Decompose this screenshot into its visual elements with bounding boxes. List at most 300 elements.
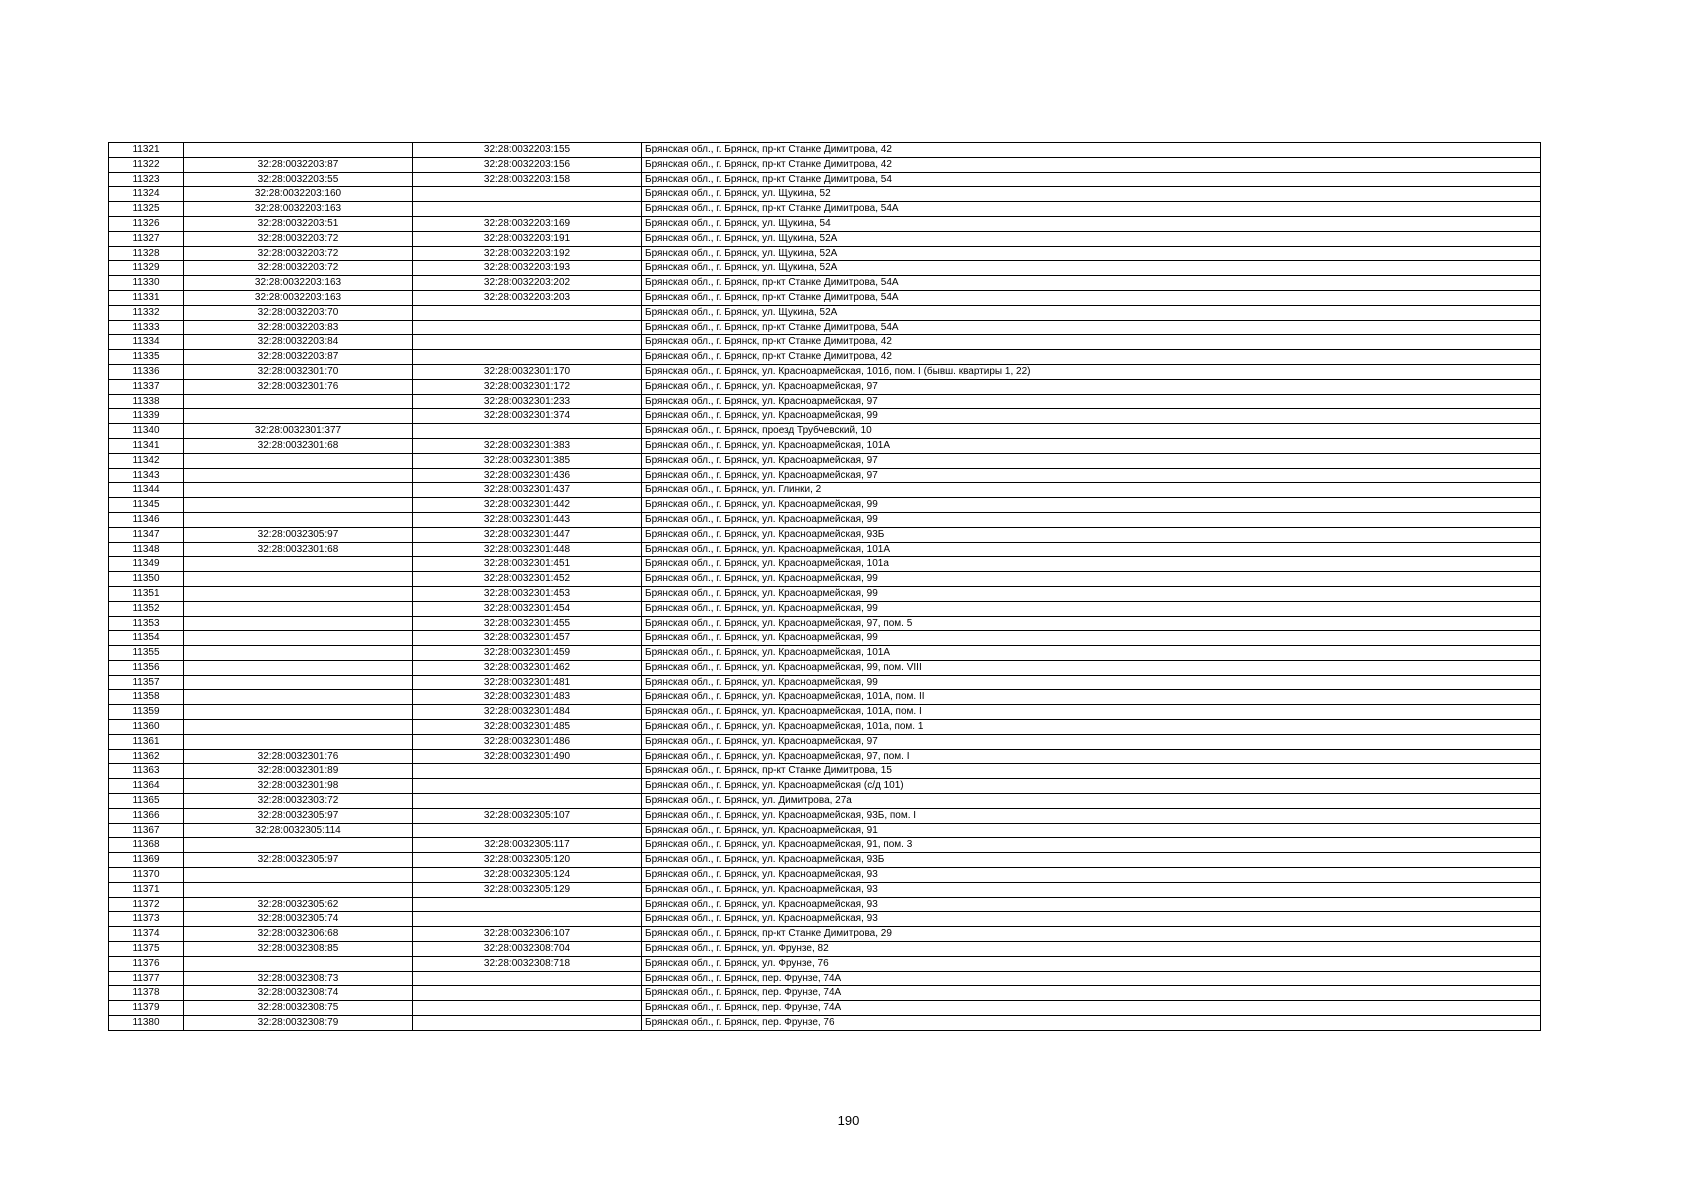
table-row <box>109 853 1541 868</box>
address-cell: Брянская обл., г. Брянск, пер. Фрунзе, 74А <box>642 1001 1541 1016</box>
table-row <box>109 143 1541 158</box>
address-cell: Брянская обл., г. Брянск, пр-кт Станке Димитрова, 54А <box>642 290 1541 305</box>
row-number-cell: 11331 <box>109 290 184 305</box>
address-cell: Брянская обл., г. Брянск, пр-кт Станке Димитрова, 54А <box>642 320 1541 335</box>
table-row <box>109 720 1541 735</box>
cadastral-number-cell <box>184 734 413 749</box>
object-cadastral-number-cell: 32:28:0032301:436 <box>413 468 642 483</box>
row-number-cell: 11380 <box>109 1016 184 1031</box>
cadastral-number-cell: 32:28:0032203:160 <box>184 187 413 202</box>
object-cadastral-number-cell: 32:28:0032301:490 <box>413 749 642 764</box>
object-cadastral-number-cell: 32:28:0032308:718 <box>413 956 642 971</box>
row-number-cell: 11333 <box>109 320 184 335</box>
cadastral-number-cell: 32:28:0032203:72 <box>184 246 413 261</box>
object-cadastral-number-cell: 32:28:0032203:192 <box>413 246 642 261</box>
cadastral-number-cell <box>184 586 413 601</box>
row-number-cell: 11360 <box>109 720 184 735</box>
object-cadastral-number-cell <box>413 764 642 779</box>
address-cell: Брянская обл., г. Брянск, ул. Красноармейская, 93Б <box>642 527 1541 542</box>
table-row <box>109 483 1541 498</box>
row-number-cell: 11361 <box>109 734 184 749</box>
address-cell: Брянская обл., г. Брянск, ул. Красноармейская, 101А, пом. I <box>642 705 1541 720</box>
address-cell: Брянская обл., г. Брянск, ул. Щукина, 52А <box>642 305 1541 320</box>
object-cadastral-number-cell: 32:28:0032301:454 <box>413 601 642 616</box>
object-cadastral-number-cell <box>413 1001 642 1016</box>
row-number-cell: 11357 <box>109 675 184 690</box>
table-row <box>109 557 1541 572</box>
object-cadastral-number-cell: 32:28:0032301:170 <box>413 364 642 379</box>
object-cadastral-number-cell <box>413 794 642 809</box>
address-cell: Брянская обл., г. Брянск, ул. Красноармейская, 93Б <box>642 853 1541 868</box>
cadastral-number-cell: 32:28:0032305:74 <box>184 912 413 927</box>
object-cadastral-number-cell: 32:28:0032305:120 <box>413 853 642 868</box>
cadastral-number-cell <box>184 453 413 468</box>
object-cadastral-number-cell <box>413 305 642 320</box>
cadastral-number-cell <box>184 512 413 527</box>
address-cell: Брянская обл., г. Брянск, ул. Красноармейская, 101б, пом. I (бывш. квартиры 1, 22) <box>642 364 1541 379</box>
cadastral-number-cell <box>184 143 413 158</box>
table-row <box>109 216 1541 231</box>
table-row <box>109 601 1541 616</box>
table-row <box>109 1016 1541 1031</box>
address-cell: Брянская обл., г. Брянск, ул. Красноармейская, 99 <box>642 409 1541 424</box>
table-row <box>109 320 1541 335</box>
address-cell: Брянская обл., г. Брянск, ул. Красноармейская, 97, пом. I <box>642 749 1541 764</box>
address-cell: Брянская обл., г. Брянск, ул. Фрунзе, 76 <box>642 956 1541 971</box>
cadastral-number-cell <box>184 409 413 424</box>
table-row <box>109 586 1541 601</box>
object-cadastral-number-cell: 32:28:0032301:442 <box>413 498 642 513</box>
object-cadastral-number-cell: 32:28:0032203:193 <box>413 261 642 276</box>
object-cadastral-number-cell: 32:28:0032203:203 <box>413 290 642 305</box>
table-row <box>109 572 1541 587</box>
address-cell: Брянская обл., г. Брянск, ул. Красноармейская, 101А <box>642 438 1541 453</box>
table-row <box>109 350 1541 365</box>
address-cell: Брянская обл., г. Брянск, пер. Фрунзе, 74А <box>642 986 1541 1001</box>
row-number-cell: 11332 <box>109 305 184 320</box>
address-cell: Брянская обл., г. Брянск, ул. Красноармейская, 99 <box>642 631 1541 646</box>
object-cadastral-number-cell: 32:28:0032301:451 <box>413 557 642 572</box>
table-row <box>109 394 1541 409</box>
row-number-cell: 11330 <box>109 276 184 291</box>
row-number-cell: 11322 <box>109 157 184 172</box>
cadastral-number-cell <box>184 705 413 720</box>
address-cell: Брянская обл., г. Брянск, пр-кт Станке Димитрова, 29 <box>642 927 1541 942</box>
table-row <box>109 172 1541 187</box>
object-cadastral-number-cell <box>413 1016 642 1031</box>
table-row <box>109 187 1541 202</box>
object-cadastral-number-cell: 32:28:0032301:457 <box>413 631 642 646</box>
object-cadastral-number-cell: 32:28:0032306:107 <box>413 927 642 942</box>
cadastral-number-cell: 32:28:0032308:73 <box>184 971 413 986</box>
cadastral-number-cell: 32:28:0032203:163 <box>184 202 413 217</box>
row-number-cell: 11340 <box>109 424 184 439</box>
row-number-cell: 11377 <box>109 971 184 986</box>
table-row <box>109 202 1541 217</box>
address-cell: Брянская обл., г. Брянск, ул. Красноармейская, 97, пом. 5 <box>642 616 1541 631</box>
row-number-cell: 11350 <box>109 572 184 587</box>
object-cadastral-number-cell: 32:28:0032301:462 <box>413 660 642 675</box>
row-number-cell: 11355 <box>109 646 184 661</box>
address-cell: Брянская обл., г. Брянск, ул. Красноармейская, 99 <box>642 572 1541 587</box>
address-cell: Брянская обл., г. Брянск, ул. Красноармейская, 93 <box>642 882 1541 897</box>
table-row <box>109 897 1541 912</box>
cadastral-number-cell: 32:28:0032301:76 <box>184 379 413 394</box>
row-number-cell: 11342 <box>109 453 184 468</box>
table-row <box>109 157 1541 172</box>
row-number-cell: 11356 <box>109 660 184 675</box>
address-cell: Брянская обл., г. Брянск, ул. Щукина, 52 <box>642 187 1541 202</box>
cadastral-number-cell <box>184 956 413 971</box>
cadastral-number-cell: 32:28:0032301:98 <box>184 779 413 794</box>
object-cadastral-number-cell: 32:28:0032301:172 <box>413 379 642 394</box>
cadastral-number-cell: 32:28:0032203:55 <box>184 172 413 187</box>
row-number-cell: 11329 <box>109 261 184 276</box>
address-cell: Брянская обл., г. Брянск, пр-кт Станке Димитрова, 42 <box>642 335 1541 350</box>
object-cadastral-number-cell: 32:28:0032203:169 <box>413 216 642 231</box>
row-number-cell: 11378 <box>109 986 184 1001</box>
table-row <box>109 468 1541 483</box>
row-number-cell: 11338 <box>109 394 184 409</box>
table-row <box>109 438 1541 453</box>
address-cell: Брянская обл., г. Брянск, ул. Красноармейская, 91 <box>642 823 1541 838</box>
row-number-cell: 11369 <box>109 853 184 868</box>
address-cell: Брянская обл., г. Брянск, ул. Щукина, 54 <box>642 216 1541 231</box>
address-cell: Брянская обл., г. Брянск, ул. Красноармейская, 99 <box>642 498 1541 513</box>
row-number-cell: 11347 <box>109 527 184 542</box>
address-cell: Брянская обл., г. Брянск, проезд Трубчевский, 10 <box>642 424 1541 439</box>
row-number-cell: 11367 <box>109 823 184 838</box>
address-cell: Брянская обл., г. Брянск, пр-кт Станке Димитрова, 42 <box>642 350 1541 365</box>
table-row <box>109 646 1541 661</box>
object-cadastral-number-cell: 32:28:0032301:385 <box>413 453 642 468</box>
cadastral-number-cell <box>184 660 413 675</box>
row-number-cell: 11373 <box>109 912 184 927</box>
address-cell: Брянская обл., г. Брянск, пр-кт Станке Димитрова, 54А <box>642 276 1541 291</box>
cadastral-number-cell: 32:28:0032301:377 <box>184 424 413 439</box>
table-row <box>109 882 1541 897</box>
row-number-cell: 11371 <box>109 882 184 897</box>
table-row <box>109 942 1541 957</box>
table-row <box>109 498 1541 513</box>
table-row <box>109 794 1541 809</box>
row-number-cell: 11352 <box>109 601 184 616</box>
object-cadastral-number-cell: 32:28:0032305:129 <box>413 882 642 897</box>
cadastral-number-cell: 32:28:0032305:114 <box>184 823 413 838</box>
row-number-cell: 11375 <box>109 942 184 957</box>
cadastral-number-cell <box>184 498 413 513</box>
object-cadastral-number-cell: 32:28:0032301:448 <box>413 542 642 557</box>
row-number-cell: 11368 <box>109 838 184 853</box>
address-cell: Брянская обл., г. Брянск, ул. Красноармейская, 97 <box>642 394 1541 409</box>
cadastral-number-cell: 32:28:0032308:79 <box>184 1016 413 1031</box>
address-cell: Брянская обл., г. Брянск, пр-кт Станке Димитрова, 42 <box>642 157 1541 172</box>
table-row <box>109 261 1541 276</box>
table-row <box>109 1001 1541 1016</box>
object-cadastral-number-cell: 32:28:0032301:437 <box>413 483 642 498</box>
address-cell: Брянская обл., г. Брянск, ул. Красноармейская, 99, пом. VIII <box>642 660 1541 675</box>
address-cell: Брянская обл., г. Брянск, ул. Щукина, 52А <box>642 261 1541 276</box>
row-number-cell: 11366 <box>109 808 184 823</box>
table-row <box>109 912 1541 927</box>
address-cell: Брянская обл., г. Брянск, ул. Красноармейская, 99 <box>642 601 1541 616</box>
table-row <box>109 409 1541 424</box>
address-cell: Брянская обл., г. Брянск, ул. Красноармейская, 101А <box>642 646 1541 661</box>
table-row <box>109 690 1541 705</box>
object-cadastral-number-cell <box>413 986 642 1001</box>
object-cadastral-number-cell: 32:28:0032203:156 <box>413 157 642 172</box>
row-number-cell: 11351 <box>109 586 184 601</box>
address-cell: Брянская обл., г. Брянск, ул. Димитрова, 27а <box>642 794 1541 809</box>
address-cell: Брянская обл., г. Брянск, ул. Красноармейская, 99 <box>642 675 1541 690</box>
object-cadastral-number-cell: 32:28:0032305:124 <box>413 868 642 883</box>
address-cell: Брянская обл., г. Брянск, ул. Красноармейская, 101а <box>642 557 1541 572</box>
table-row <box>109 927 1541 942</box>
table-row <box>109 231 1541 246</box>
object-cadastral-number-cell <box>413 779 642 794</box>
row-number-cell: 11323 <box>109 172 184 187</box>
table-row <box>109 290 1541 305</box>
object-cadastral-number-cell: 32:28:0032301:453 <box>413 586 642 601</box>
table-row <box>109 379 1541 394</box>
object-cadastral-number-cell <box>413 335 642 350</box>
table-row <box>109 616 1541 631</box>
object-cadastral-number-cell: 32:28:0032301:459 <box>413 646 642 661</box>
table-row <box>109 838 1541 853</box>
table-row <box>109 246 1541 261</box>
row-number-cell: 11328 <box>109 246 184 261</box>
row-number-cell: 11374 <box>109 927 184 942</box>
table-row <box>109 675 1541 690</box>
table-row <box>109 424 1541 439</box>
address-cell: Брянская обл., г. Брянск, ул. Щукина, 52А <box>642 246 1541 261</box>
row-number-cell: 11348 <box>109 542 184 557</box>
table-row <box>109 823 1541 838</box>
object-cadastral-number-cell <box>413 202 642 217</box>
table-row <box>109 276 1541 291</box>
cadastral-number-cell: 32:28:0032203:163 <box>184 276 413 291</box>
cadastral-number-cell: 32:28:0032203:83 <box>184 320 413 335</box>
object-cadastral-number-cell <box>413 424 642 439</box>
row-number-cell: 11325 <box>109 202 184 217</box>
cadastral-number-cell: 32:28:0032303:72 <box>184 794 413 809</box>
row-number-cell: 11336 <box>109 364 184 379</box>
cadastral-number-cell: 32:28:0032305:62 <box>184 897 413 912</box>
table-row <box>109 956 1541 971</box>
cadastral-number-cell: 32:28:0032203:163 <box>184 290 413 305</box>
object-cadastral-number-cell: 32:28:0032301:483 <box>413 690 642 705</box>
cadastral-number-cell: 32:28:0032301:70 <box>184 364 413 379</box>
cadastral-number-cell: 32:28:0032203:84 <box>184 335 413 350</box>
cadastral-number-cell <box>184 572 413 587</box>
object-cadastral-number-cell <box>413 187 642 202</box>
row-number-cell: 11344 <box>109 483 184 498</box>
row-number-cell: 11343 <box>109 468 184 483</box>
address-cell: Брянская обл., г. Брянск, ул. Красноармейская, 97 <box>642 379 1541 394</box>
address-cell: Брянская обл., г. Брянск, пр-кт Станке Димитрова, 15 <box>642 764 1541 779</box>
table-row <box>109 527 1541 542</box>
cadastral-number-cell: 32:28:0032305:97 <box>184 853 413 868</box>
cadastral-number-cell: 32:28:0032203:87 <box>184 157 413 172</box>
address-cell: Брянская обл., г. Брянск, ул. Красноармейская, 101А <box>642 542 1541 557</box>
address-cell: Брянская обл., г. Брянск, ул. Красноармейская, 91, пом. 3 <box>642 838 1541 853</box>
object-cadastral-number-cell: 32:28:0032308:704 <box>413 942 642 957</box>
row-number-cell: 11321 <box>109 143 184 158</box>
address-cell: Брянская обл., г. Брянск, ул. Красноармейская, 101а, пом. 1 <box>642 720 1541 735</box>
row-number-cell: 11327 <box>109 231 184 246</box>
table-row <box>109 364 1541 379</box>
row-number-cell: 11365 <box>109 794 184 809</box>
row-number-cell: 11334 <box>109 335 184 350</box>
address-cell: Брянская обл., г. Брянск, ул. Щукина, 52А <box>642 231 1541 246</box>
cadastral-number-cell <box>184 690 413 705</box>
table-row <box>109 305 1541 320</box>
cadastral-number-cell <box>184 616 413 631</box>
row-number-cell: 11346 <box>109 512 184 527</box>
cadastral-number-cell <box>184 646 413 661</box>
cadastral-number-cell: 32:28:0032301:68 <box>184 542 413 557</box>
row-number-cell: 11345 <box>109 498 184 513</box>
table-row <box>109 453 1541 468</box>
row-number-cell: 11353 <box>109 616 184 631</box>
object-cadastral-number-cell: 32:28:0032301:452 <box>413 572 642 587</box>
table-row <box>109 764 1541 779</box>
object-cadastral-number-cell <box>413 897 642 912</box>
address-cell: Брянская обл., г. Брянск, ул. Фрунзе, 82 <box>642 942 1541 957</box>
row-number-cell: 11337 <box>109 379 184 394</box>
row-number-cell: 11372 <box>109 897 184 912</box>
table-row <box>109 705 1541 720</box>
table-row <box>109 749 1541 764</box>
row-number-cell: 11341 <box>109 438 184 453</box>
object-cadastral-number-cell: 32:28:0032301:447 <box>413 527 642 542</box>
row-number-cell: 11359 <box>109 705 184 720</box>
table-row <box>109 660 1541 675</box>
table-row <box>109 542 1541 557</box>
cadastral-number-cell <box>184 394 413 409</box>
address-cell: Брянская обл., г. Брянск, ул. Красноармейская (с/д 101) <box>642 779 1541 794</box>
address-cell: Брянская обл., г. Брянск, ул. Красноармейская, 93 <box>642 897 1541 912</box>
cadastral-number-cell: 32:28:0032308:74 <box>184 986 413 1001</box>
address-cell: Брянская обл., г. Брянск, пер. Фрунзе, 74А <box>642 971 1541 986</box>
address-cell: Брянская обл., г. Брянск, ул. Глинки, 2 <box>642 483 1541 498</box>
cadastral-number-cell: 32:28:0032203:87 <box>184 350 413 365</box>
object-cadastral-number-cell: 32:28:0032301:233 <box>413 394 642 409</box>
object-cadastral-number-cell: 32:28:0032301:443 <box>413 512 642 527</box>
object-cadastral-number-cell: 32:28:0032203:158 <box>413 172 642 187</box>
address-cell: Брянская обл., г. Брянск, ул. Красноармейская, 93 <box>642 868 1541 883</box>
table-row <box>109 335 1541 350</box>
object-cadastral-number-cell: 32:28:0032203:191 <box>413 231 642 246</box>
row-number-cell: 11335 <box>109 350 184 365</box>
address-cell: Брянская обл., г. Брянск, пр-кт Станке Димитрова, 54А <box>642 202 1541 217</box>
object-cadastral-number-cell: 32:28:0032301:383 <box>413 438 642 453</box>
address-cell: Брянская обл., г. Брянск, ул. Красноармейская, 97 <box>642 453 1541 468</box>
table-body <box>109 143 1541 1031</box>
object-cadastral-number-cell <box>413 823 642 838</box>
object-cadastral-number-cell: 32:28:0032301:484 <box>413 705 642 720</box>
object-cadastral-number-cell: 32:28:0032203:155 <box>413 143 642 158</box>
cadastral-number-cell: 32:28:0032301:89 <box>184 764 413 779</box>
row-number-cell: 11339 <box>109 409 184 424</box>
object-cadastral-number-cell <box>413 320 642 335</box>
object-cadastral-number-cell: 32:28:0032301:374 <box>413 409 642 424</box>
object-cadastral-number-cell: 32:28:0032305:107 <box>413 808 642 823</box>
row-number-cell: 11358 <box>109 690 184 705</box>
object-cadastral-number-cell: 32:28:0032305:117 <box>413 838 642 853</box>
row-number-cell: 11379 <box>109 1001 184 1016</box>
address-cell: Брянская обл., г. Брянск, пр-кт Станке Димитрова, 54 <box>642 172 1541 187</box>
table-row <box>109 971 1541 986</box>
address-cell: Брянская обл., г. Брянск, ул. Красноармейская, 97 <box>642 734 1541 749</box>
row-number-cell: 11370 <box>109 868 184 883</box>
cadastral-number-cell <box>184 601 413 616</box>
row-number-cell: 11376 <box>109 956 184 971</box>
object-cadastral-number-cell <box>413 912 642 927</box>
table-row <box>109 512 1541 527</box>
row-number-cell: 11326 <box>109 216 184 231</box>
row-number-cell: 11349 <box>109 557 184 572</box>
cadastral-number-cell <box>184 882 413 897</box>
object-cadastral-number-cell: 32:28:0032301:486 <box>413 734 642 749</box>
object-cadastral-number-cell: 32:28:0032301:481 <box>413 675 642 690</box>
table-row <box>109 808 1541 823</box>
row-number-cell: 11363 <box>109 764 184 779</box>
cadastral-number-cell: 32:28:0032203:72 <box>184 231 413 246</box>
cadastral-table <box>108 142 1541 1031</box>
cadastral-number-cell <box>184 557 413 572</box>
object-cadastral-number-cell: 32:28:0032301:485 <box>413 720 642 735</box>
object-cadastral-number-cell <box>413 350 642 365</box>
cadastral-number-cell: 32:28:0032308:75 <box>184 1001 413 1016</box>
cadastral-number-cell: 32:28:0032305:97 <box>184 808 413 823</box>
address-cell: Брянская обл., г. Брянск, ул. Красноармейская, 97 <box>642 468 1541 483</box>
address-cell: Брянская обл., г. Брянск, ул. Красноармейская, 93Б, пом. I <box>642 808 1541 823</box>
cadastral-number-cell <box>184 838 413 853</box>
cadastral-number-cell <box>184 631 413 646</box>
cadastral-number-cell: 32:28:0032306:68 <box>184 927 413 942</box>
row-number-cell: 11354 <box>109 631 184 646</box>
cadastral-number-cell <box>184 675 413 690</box>
cadastral-number-cell: 32:28:0032203:51 <box>184 216 413 231</box>
row-number-cell: 11324 <box>109 187 184 202</box>
cadastral-number-cell <box>184 720 413 735</box>
cadastral-number-cell: 32:28:0032308:85 <box>184 942 413 957</box>
cadastral-number-cell: 32:28:0032301:76 <box>184 749 413 764</box>
table-row <box>109 734 1541 749</box>
object-cadastral-number-cell: 32:28:0032203:202 <box>413 276 642 291</box>
address-cell: Брянская обл., г. Брянск, ул. Красноармейская, 101А, пом. II <box>642 690 1541 705</box>
table-row <box>109 779 1541 794</box>
cadastral-number-cell: 32:28:0032305:97 <box>184 527 413 542</box>
address-cell: Брянская обл., г. Брянск, ул. Красноармейская, 99 <box>642 586 1541 601</box>
cadastral-number-cell <box>184 868 413 883</box>
object-cadastral-number-cell <box>413 971 642 986</box>
object-cadastral-number-cell: 32:28:0032301:455 <box>413 616 642 631</box>
address-cell: Брянская обл., г. Брянск, пр-кт Станке Димитрова, 42 <box>642 143 1541 158</box>
address-cell: Брянская обл., г. Брянск, ул. Красноармейская, 93 <box>642 912 1541 927</box>
cadastral-number-cell <box>184 468 413 483</box>
table-row <box>109 631 1541 646</box>
row-number-cell: 11362 <box>109 749 184 764</box>
row-number-cell: 11364 <box>109 779 184 794</box>
cadastral-number-cell <box>184 483 413 498</box>
cadastral-number-cell: 32:28:0032301:68 <box>184 438 413 453</box>
cadastral-number-cell: 32:28:0032203:70 <box>184 305 413 320</box>
address-cell: Брянская обл., г. Брянск, пер. Фрунзе, 76 <box>642 1016 1541 1031</box>
cadastral-number-cell: 32:28:0032203:72 <box>184 261 413 276</box>
table-row <box>109 868 1541 883</box>
